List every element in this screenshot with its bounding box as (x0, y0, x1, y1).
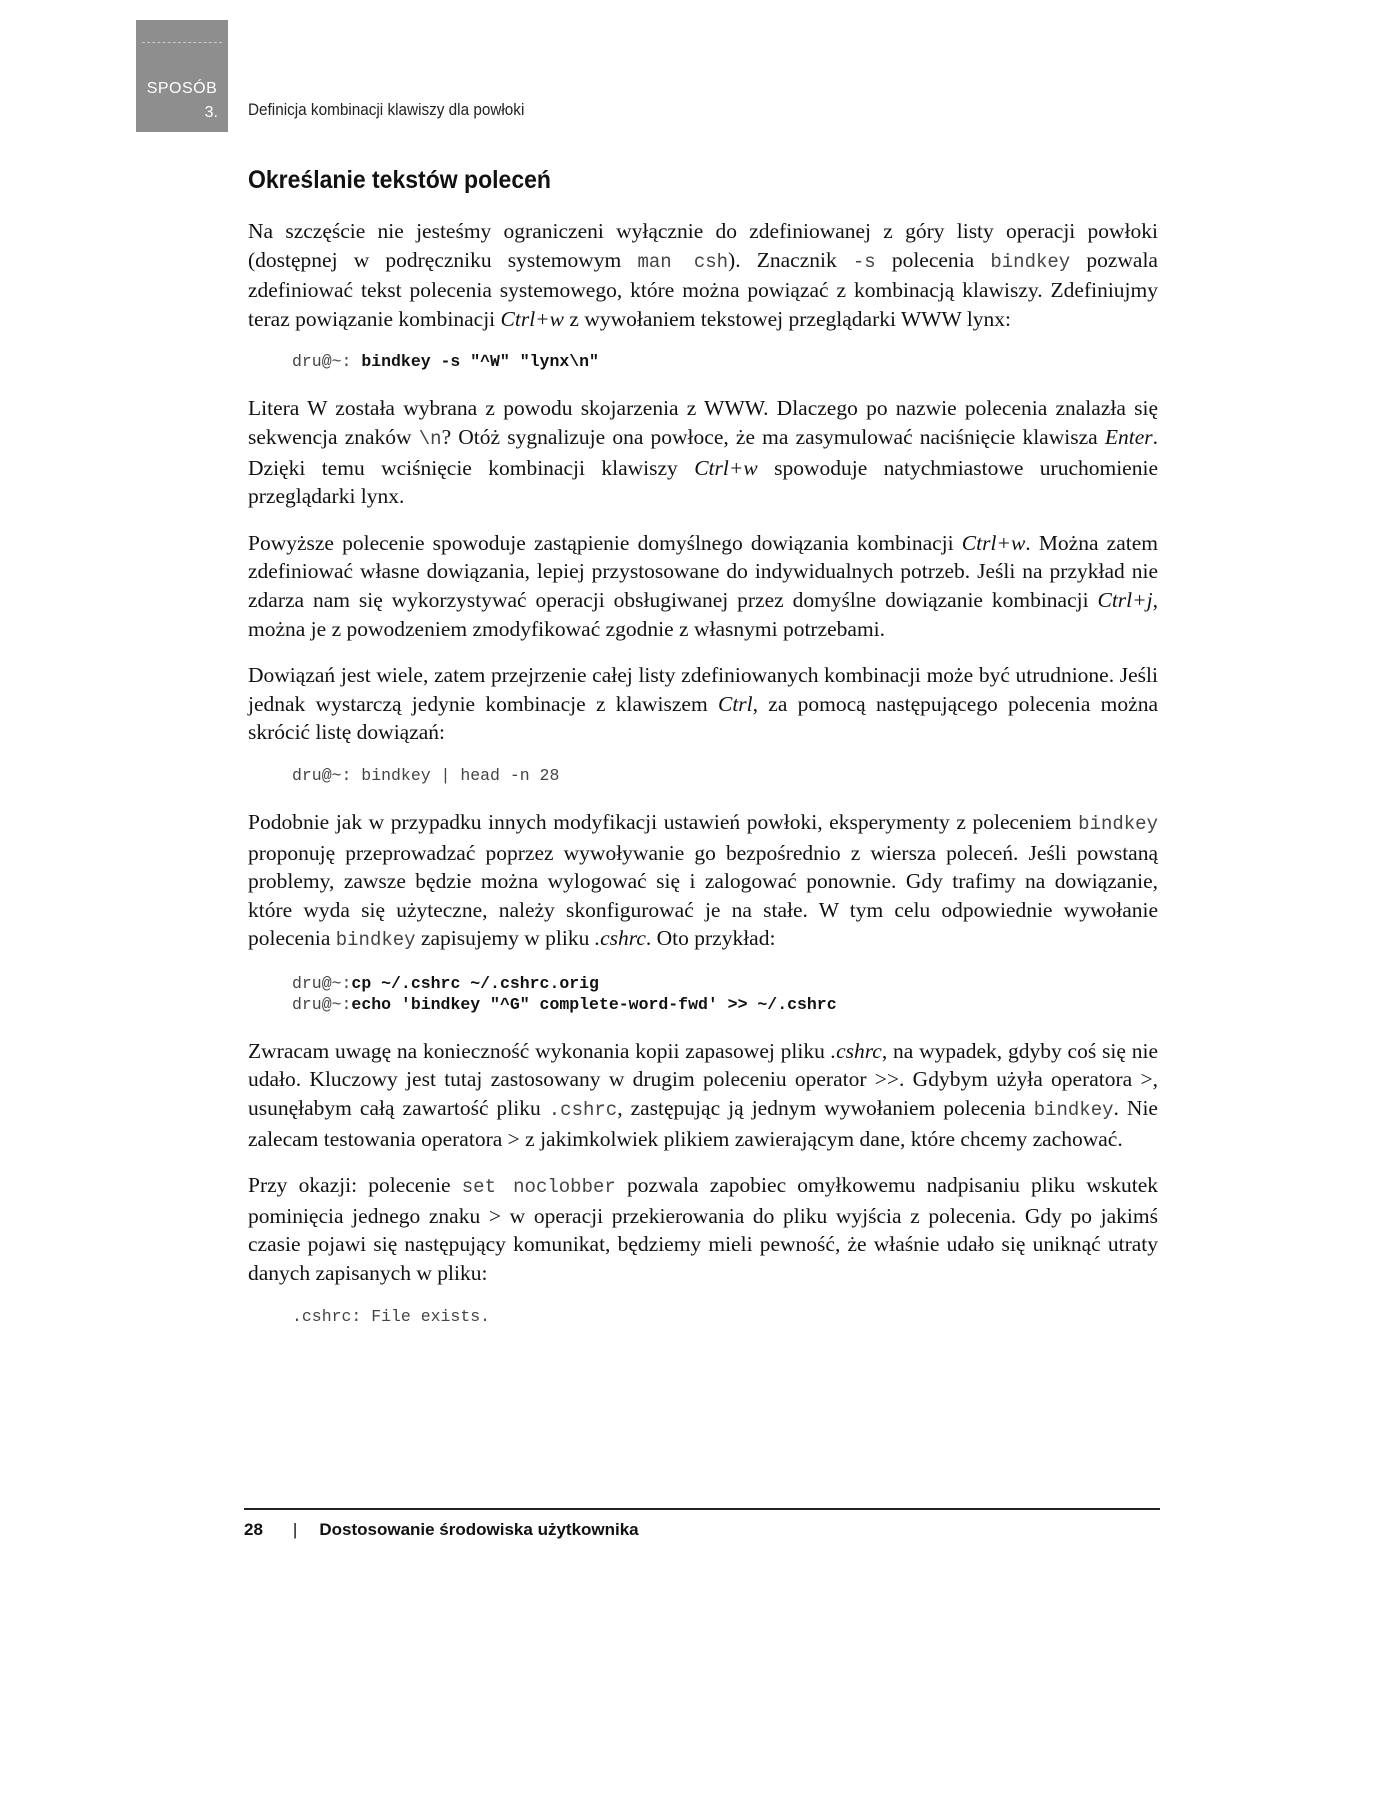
paragraph-5 (248, 808, 1158, 955)
text: Podobnie jak w przypadku innych modyfikacji ustawień powłoki, eksperymenty z poleceniem (248, 809, 1079, 834)
code-prompt: dru@~: (292, 352, 362, 372)
text: Na szczęście nie jesteśmy ograniczeni wyłącznie do zdefiniowanej z góry listy operacji powłoki (dostępnej w podręczniku systemowym (248, 219, 1158, 272)
text: , za pomocą następującego polecenia można skrócić listę dowiązań: (248, 691, 1158, 745)
text: spowoduje natychmiastowe uruchomienie przeglądarki lynx. (248, 455, 1158, 509)
code-command: echo 'bindkey "^G" complete-word-fwd' >> ~/.cshrc (351, 994, 837, 1014)
paragraph-1 (248, 217, 1158, 333)
text: Zwracam uwagę na konieczność wykonania kopii zapasowej pliku (248, 1038, 831, 1063)
paragraph-4 (248, 661, 1158, 747)
inline-code: bindkey (1033, 1099, 1114, 1122)
chapter-title: Dostosowanie środowiska użytkownika (319, 1520, 639, 1539)
text: . Oto przykład: (645, 926, 776, 951)
page-number: 28 (244, 1520, 263, 1539)
paragraph-2 (248, 394, 1158, 510)
code-block-3 (292, 973, 1158, 1015)
emphasis: Enter (1104, 424, 1153, 449)
text: proponuję przeprowadzać poprzez wywoływanie go bezpośrednio z wiersza poleceń. Jeśli powstaną problemy, zawsze będzie można wylogować się i zalogować ponownie. Gdy trafimy na dowiązanie, które wyda się użyteczne, należy skonfigurować je na stałe. W tym celu odpowiednie wywołanie polecenia (248, 840, 1158, 951)
emphasis: .cshrc (594, 926, 646, 951)
section-badge (136, 20, 228, 132)
text: . Można zatem zdefiniować własne dowiązania, lepiej przystosowane do indywidualnych potrzeb. Jeśli na przykład nie zdarza nam się wykorzystywać operacji obsługiwanej przez domyślne dowiązanie kombinacji (248, 530, 1158, 612)
badge-label: SPOSÓB (146, 80, 218, 97)
footer-separator: | (292, 1520, 298, 1539)
badge-decoration (142, 42, 222, 43)
paragraph-3 (248, 529, 1158, 643)
page-body (248, 166, 1158, 1349)
text: ? Otóż sygnalizuje ona powłoce, że ma zasymulować naciśnięcie klawisza (441, 424, 1105, 449)
text: ). Znacznik (728, 247, 853, 272)
text: z wywołaniem tekstowej przeglądarki WWW lynx: (564, 306, 1012, 331)
text: Dowiązań jest wiele, zatem przejrzenie całej listy zdefiniowanych kombinacji może być utrudnione. Jeśli jednak wystarczą jedynie kombinacje z klawiszem (248, 663, 1158, 716)
inline-code: -s (852, 250, 876, 273)
inline-code: \n (418, 427, 442, 450)
inline-code: set noclobber (461, 1176, 616, 1199)
emphasis: .cshrc (830, 1038, 882, 1063)
emphasis: Ctrl+w (500, 306, 565, 331)
code-command: cp ~/.cshrc ~/.cshrc.orig (351, 973, 599, 993)
text: , na wypadek, gdyby coś się nie udało. Kluczowy jest tutaj zastosowany w drugim poleceniu operator >>. Gdybym użyła operatora >, usunęłabym całą zawartość pliku (248, 1038, 1158, 1121)
text: , zastępując ją jednym wywołaniem polecenia (617, 1096, 1034, 1121)
code-command: bindkey -s "^W" "lynx\n" (361, 352, 599, 372)
text: . Dzięki temu wciśnięcie kombinacji klawiszy (248, 424, 1158, 480)
text: zapisujemy w pliku (415, 926, 595, 951)
text: pozwala zdefiniować tekst polecenia systemowego, które można powiązać z kombinacją klawiszy. Zdefiniujmy teraz powiązanie kombinacji (248, 247, 1158, 331)
code-block-2: dru@~: bindkey | head -n 28 (292, 765, 560, 785)
paragraph-7 (248, 1171, 1158, 1287)
code-block-1 (292, 351, 1158, 372)
inline-code: .cshrc (548, 1099, 618, 1122)
running-head: Definicja kombinacji klawiszy dla powłoki (248, 100, 525, 119)
page-footer (244, 1508, 1160, 1540)
code-prompt: dru@~: (292, 973, 352, 993)
badge-number: 3. (204, 104, 218, 121)
text: pozwala zapobiec omyłkowemu nadpisaniu pliku wskutek pominięcia jednego znaku > w operacji przekierowania do pliku wyjścia z polecenia. Gdy po jakimś czasie pojawi się następujący komunikat, będziemy mieli pewność, że właśnie udało się uniknąć utraty danych zapisanych w pliku: (248, 1173, 1158, 1286)
text: Powyższe polecenie spowoduje zastąpienie domyślnego dowiązania kombinacji (248, 530, 962, 555)
code-prompt: dru@~: (292, 994, 352, 1014)
emphasis: Ctrl (717, 691, 753, 716)
emphasis: Ctrl+w (694, 455, 758, 480)
section-title: Określanie tekstów poleceń (248, 166, 551, 194)
code-block-4: .cshrc: File exists. (292, 1306, 491, 1326)
inline-code: man csh (637, 250, 729, 273)
emphasis: Ctrl+w (961, 530, 1026, 555)
text: . Nie zalecam testowania operatora > z jakimkolwiek plikiem zawierającym dane, które chcemy zachować. (248, 1096, 1158, 1151)
emphasis: Ctrl+j (1097, 587, 1153, 612)
paragraph-6 (248, 1037, 1158, 1153)
text: , można je z powodzeniem zmodyfikować zgodnie z własnymi potrzebami. (248, 587, 1158, 641)
text: Litera W została wybrana z powodu skojarzenia z WWW. Dlaczego po nazwie polecenia znalazła się sekwencja znaków (248, 396, 1158, 449)
inline-code: bindkey (335, 929, 416, 952)
inline-code: bindkey (1078, 812, 1158, 835)
text: polecenia (875, 247, 991, 272)
text: Przy okazji: polecenie (248, 1173, 462, 1198)
inline-code: bindkey (990, 250, 1071, 273)
